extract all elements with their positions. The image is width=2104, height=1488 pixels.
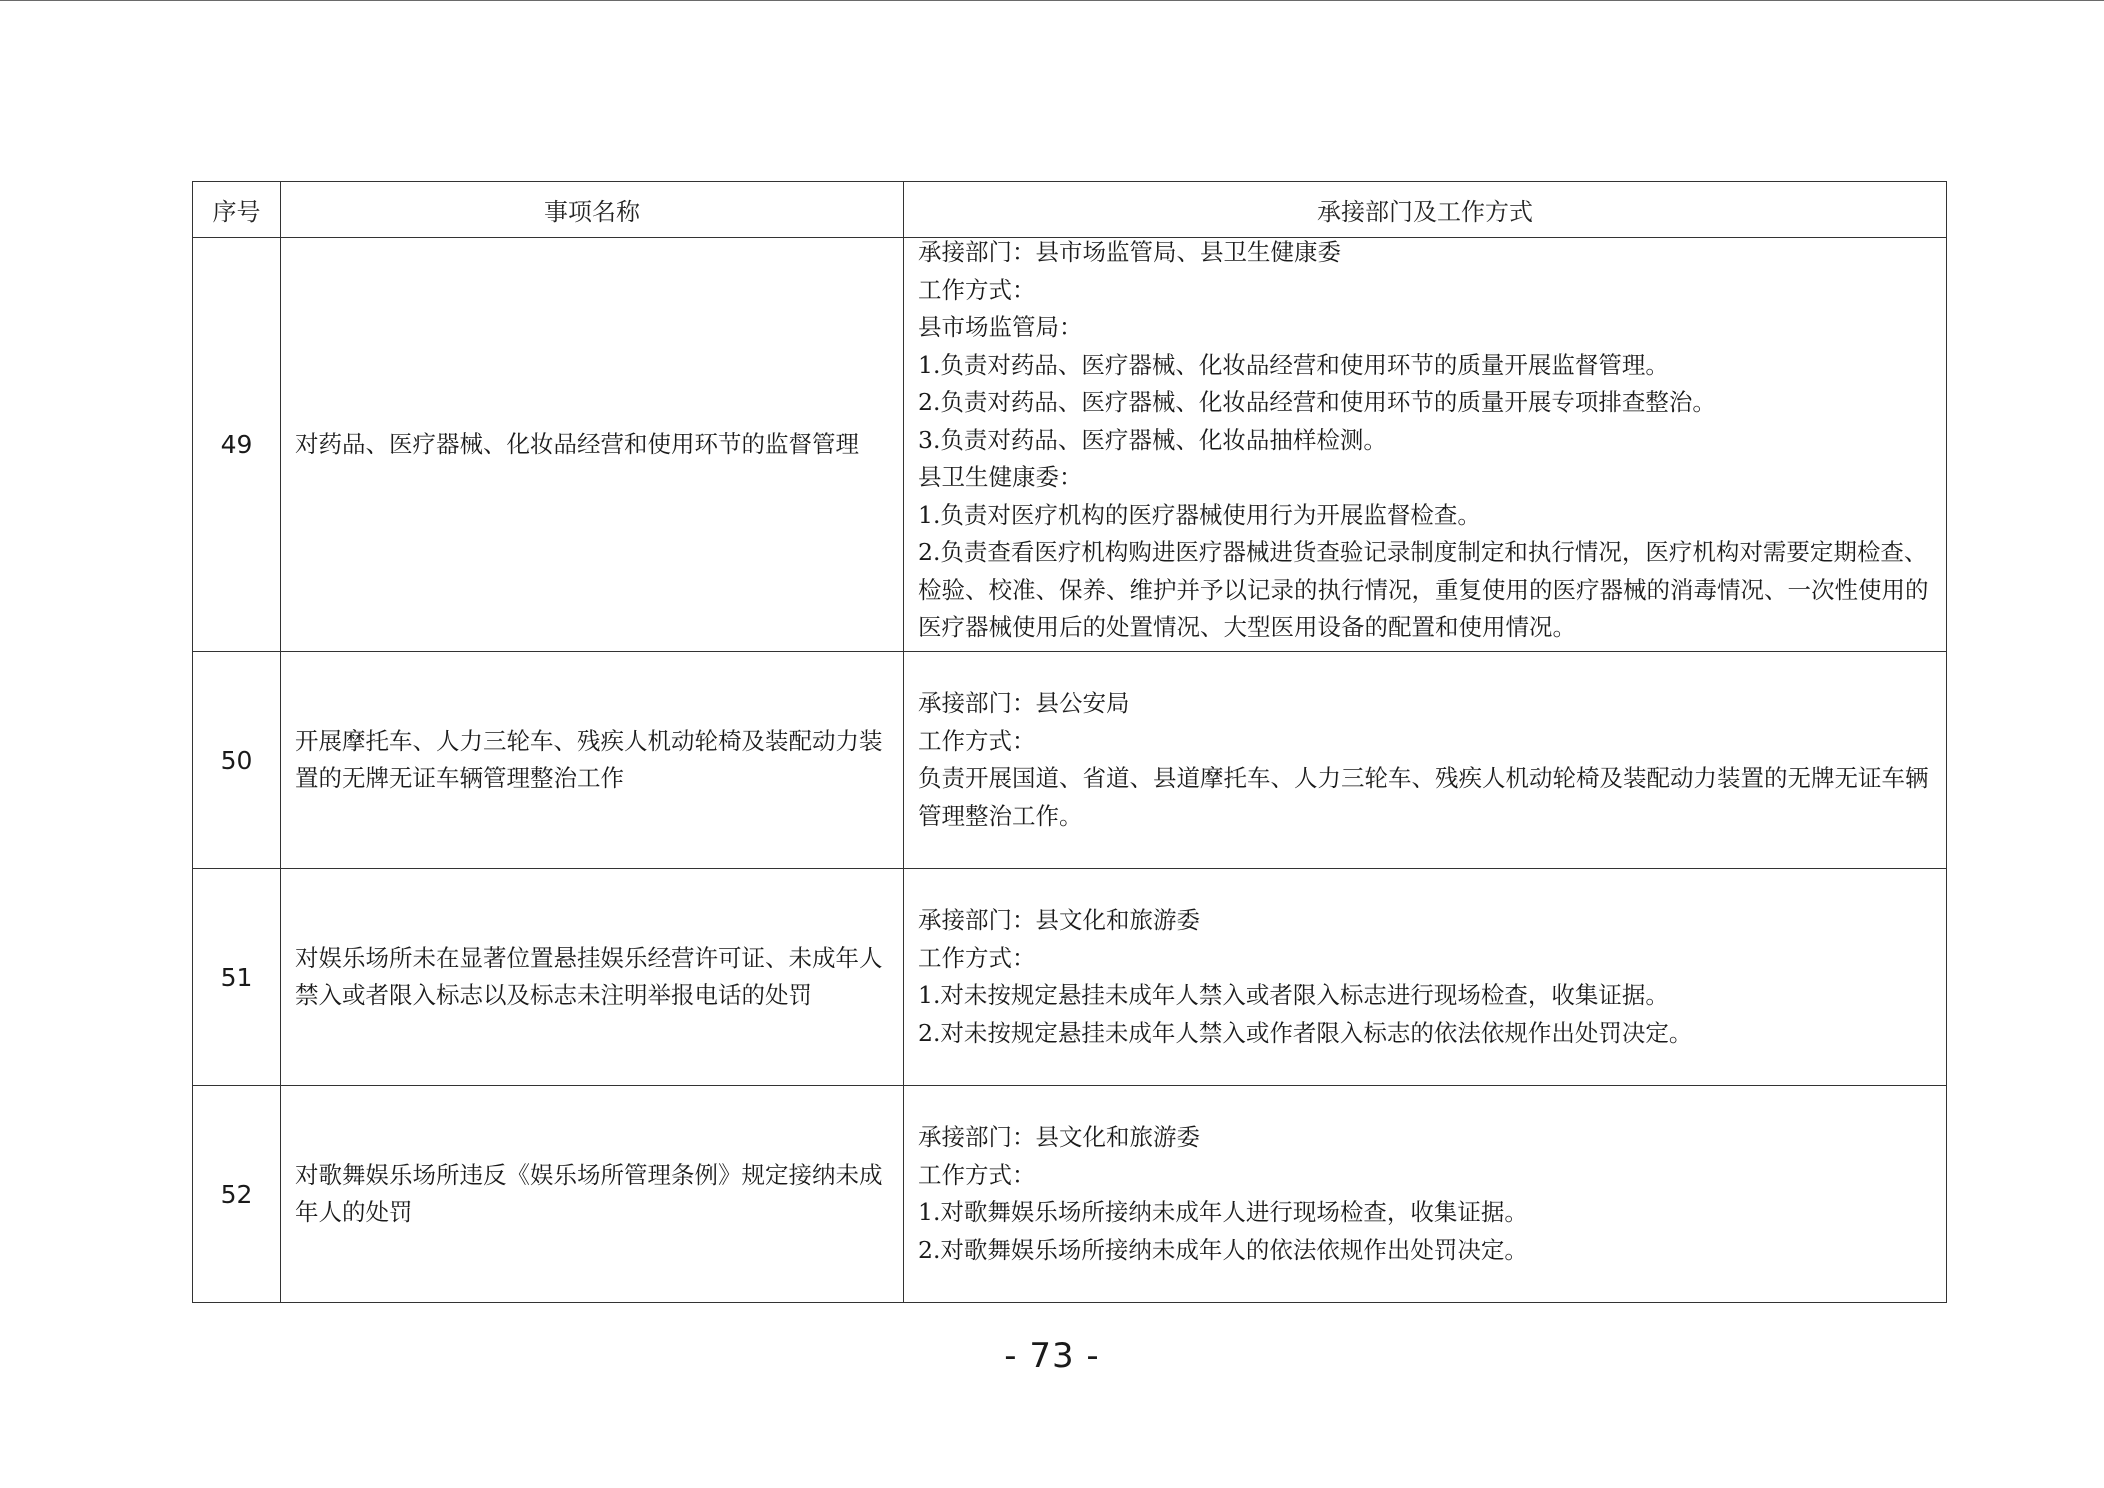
department-method	[904, 869, 1947, 1086]
dept-line: 2.对歌舞娱乐场所接纳未成年人的依法依规作出处罚决定。	[918, 1235, 1528, 1264]
dept-line: 工作方式：	[918, 1160, 1036, 1189]
dept-line: 县卫生健康委：	[918, 463, 1083, 491]
item-name: 对歌舞娱乐场所违反《娱乐场所管理条例》规定接纳未成年人的处罚	[281, 1086, 904, 1303]
dept-line: 工作方式：	[918, 943, 1036, 972]
dept-line: 2.负责查看医疗机构购进医疗器械进货查验记录制度制定和执行情况，医疗机构对需要定期检查、检验、校准、保养、维护并予以记录的执行情况，重复使用的医疗器械的消毒情况、一次性使用的医疗器械使用后的处置情况、大型医用设备的配置和使用情况。	[918, 538, 1929, 641]
dept-line: 承接部门：县文化和旅游委	[918, 906, 1200, 934]
row-number: 52	[193, 1086, 281, 1303]
item-name: 对药品、医疗器械、化妆品经营和使用环节的监督管理	[281, 238, 904, 652]
dept-line: 县市场监管局：	[918, 313, 1083, 341]
row-number: 49	[193, 238, 281, 652]
dept-line: 工作方式：	[918, 726, 1036, 755]
row-number: 51	[193, 869, 281, 1086]
header-item-name: 事项名称	[281, 182, 904, 238]
dept-line: 3.负责对药品、医疗器械、化妆品抽样检测。	[918, 425, 1387, 454]
table-row	[193, 869, 1947, 1086]
dept-line: 2.负责对药品、医疗器械、化妆品经营和使用环节的质量开展专项排查整治。	[918, 388, 1716, 416]
dept-line: 2.对未按规定悬挂未成年人禁入或作者限入标志的依法依规作出处罚决定。	[918, 1018, 1693, 1047]
row-number: 50	[193, 652, 281, 869]
department-method	[904, 238, 1947, 652]
dept-line: 1.负责对药品、医疗器械、化妆品经营和使用环节的质量开展监督管理。	[918, 350, 1669, 379]
dept-line: 负责开展国道、省道、县道摩托车、人力三轮车、残疾人机动轮椅及装配动力装置的无牌无证车辆管理整治工作。	[918, 764, 1929, 830]
department-method	[904, 1086, 1947, 1303]
dept-line: 承接部门：县公安局	[918, 689, 1130, 717]
table-header-row	[193, 182, 1947, 238]
table-row	[193, 1086, 1947, 1303]
matters-table	[192, 181, 1947, 1303]
department-method	[904, 652, 1947, 869]
dept-line: 工作方式：	[918, 275, 1036, 304]
dept-line: 1.对未按规定悬挂未成年人禁入或者限入标志进行现场检查，收集证据。	[918, 981, 1669, 1009]
dept-line: 承接部门：县文化和旅游委	[918, 1123, 1200, 1151]
dept-line: 承接部门：县市场监管局、县卫生健康委	[918, 238, 1341, 266]
dept-line: 1.负责对医疗机构的医疗器械使用行为开展监督检查。	[918, 500, 1481, 529]
page-number: - 73 -	[1004, 1336, 1100, 1376]
item-name: 开展摩托车、人力三轮车、残疾人机动轮椅及装配动力装置的无牌无证车辆管理整治工作	[281, 652, 904, 869]
table-row	[193, 238, 1947, 652]
header-department: 承接部门及工作方式	[904, 182, 1947, 238]
dept-line: 1.对歌舞娱乐场所接纳未成年人进行现场检查，收集证据。	[918, 1198, 1528, 1226]
header-number: 序号	[193, 182, 281, 238]
table-row	[193, 652, 1947, 869]
item-name: 对娱乐场所未在显著位置悬挂娱乐经营许可证、未成年人禁入或者限入标志以及标志未注明举报电话的处罚	[281, 869, 904, 1086]
page-top-border	[0, 0, 2104, 1]
